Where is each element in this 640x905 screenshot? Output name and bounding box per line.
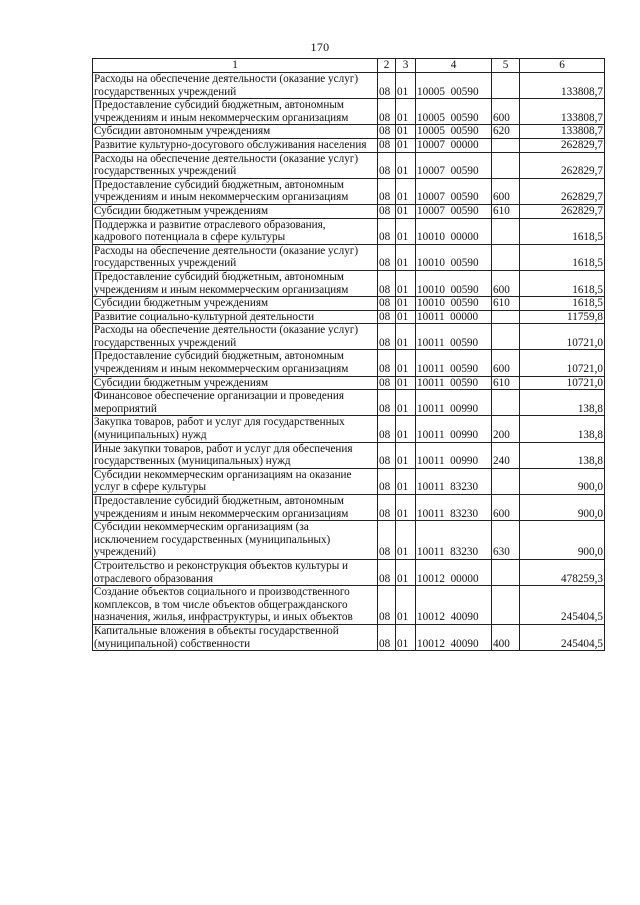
row-target-code: 10011 00590 [416, 350, 492, 376]
row-amount: 133808,7 [520, 125, 605, 139]
row-section: 08 [378, 310, 396, 324]
row-subsection: 01 [396, 138, 416, 152]
table-row [93, 310, 605, 324]
row-expense-type: 240 [492, 442, 520, 468]
row-name: Субсидии бюджетным учреждениям [93, 204, 378, 218]
row-subsection: 01 [396, 521, 416, 560]
row-expense-type: 630 [492, 521, 520, 560]
row-amount: 900,0 [520, 495, 605, 521]
row-subsection: 01 [396, 324, 416, 350]
row-section: 08 [378, 442, 396, 468]
row-name: Предоставление субсидий бюджетным, автономным учреждениям и иным некоммерческим организациям [93, 99, 378, 125]
row-expense-type [492, 559, 520, 585]
row-amount: 10721,0 [520, 324, 605, 350]
row-subsection: 01 [396, 559, 416, 585]
row-expense-type: 200 [492, 416, 520, 442]
row-name: Субсидии автономным учреждениям [93, 125, 378, 139]
table-row [93, 178, 605, 204]
row-amount: 262829,7 [520, 138, 605, 152]
row-target-code: 10011 00990 [416, 416, 492, 442]
table-row [93, 152, 605, 178]
table-row [93, 350, 605, 376]
row-amount: 133808,7 [520, 73, 605, 99]
row-subsection: 01 [396, 624, 416, 650]
row-name: Расходы на обеспечение деятельности (оказание услуг) государственных учреждений [93, 73, 378, 99]
row-name: Субсидии бюджетным учреждениям [93, 297, 378, 311]
table-row [93, 138, 605, 152]
row-amount: 1618,5 [520, 297, 605, 311]
row-amount: 478259,3 [520, 559, 605, 585]
column-header-target-code: 4 [416, 59, 492, 73]
row-amount: 1618,5 [520, 270, 605, 296]
row-expense-type [492, 324, 520, 350]
row-expense-type [492, 152, 520, 178]
row-amount: 1618,5 [520, 218, 605, 244]
row-subsection: 01 [396, 152, 416, 178]
row-amount: 900,0 [520, 521, 605, 560]
row-target-code: 10005 00590 [416, 99, 492, 125]
row-expense-type [492, 390, 520, 416]
table-row [93, 204, 605, 218]
table-row [93, 495, 605, 521]
row-section: 08 [378, 204, 396, 218]
column-header-name: 1 [93, 59, 378, 73]
row-expense-type: 610 [492, 376, 520, 390]
row-target-code: 10012 40090 [416, 624, 492, 650]
row-amount: 245404,5 [520, 586, 605, 625]
row-name: Закупка товаров, работ и услуг для государственных (муниципальных) нужд [93, 416, 378, 442]
table-row [93, 416, 605, 442]
row-name: Субсидии бюджетным учреждениям [93, 376, 378, 390]
row-section: 08 [378, 178, 396, 204]
table-row [93, 270, 605, 296]
row-name: Финансовое обеспечение организации и проведения мероприятий [93, 390, 378, 416]
row-target-code: 10010 00000 [416, 218, 492, 244]
table-row [93, 297, 605, 311]
row-amount: 138,8 [520, 416, 605, 442]
table-row [93, 559, 605, 585]
row-target-code: 10005 00590 [416, 125, 492, 139]
row-section: 08 [378, 324, 396, 350]
row-target-code: 10007 00590 [416, 178, 492, 204]
table-row [93, 390, 605, 416]
row-subsection: 01 [396, 297, 416, 311]
row-expense-type: 400 [492, 624, 520, 650]
row-target-code: 10011 83230 [416, 468, 492, 494]
row-section: 08 [378, 559, 396, 585]
row-target-code: 10010 00590 [416, 270, 492, 296]
row-target-code: 10011 83230 [416, 495, 492, 521]
row-expense-type: 600 [492, 350, 520, 376]
row-section: 08 [378, 152, 396, 178]
row-subsection: 01 [396, 73, 416, 99]
row-target-code: 10011 00000 [416, 310, 492, 324]
row-expense-type: 610 [492, 204, 520, 218]
row-section: 08 [378, 376, 396, 390]
row-expense-type [492, 586, 520, 625]
row-name: Создание объектов социального и производственного комплексов, в том числе объектов общегражданского назначения, жилья, инфраструктуры, и иных объектов [93, 586, 378, 625]
row-section: 08 [378, 586, 396, 625]
row-subsection: 01 [396, 310, 416, 324]
page-number: 170 [310, 40, 330, 54]
row-subsection: 01 [396, 244, 416, 270]
row-subsection: 01 [396, 376, 416, 390]
row-section: 08 [378, 244, 396, 270]
row-name: Субсидии некоммерческим организациям (за исключением государственных (муниципальных) учреждений) [93, 521, 378, 560]
row-amount: 262829,7 [520, 178, 605, 204]
row-name: Субсидии некоммерческим организациям на оказание услуг в сфере культуры [93, 468, 378, 494]
row-section: 08 [378, 350, 396, 376]
column-header-subsection: 3 [396, 59, 416, 73]
table-row [93, 521, 605, 560]
row-name: Расходы на обеспечение деятельности (оказание услуг) государственных учреждений [93, 244, 378, 270]
row-amount: 138,8 [520, 442, 605, 468]
row-section: 08 [378, 73, 396, 99]
row-name: Развитие социально-культурной деятельности [93, 310, 378, 324]
row-amount: 10721,0 [520, 376, 605, 390]
row-name: Предоставление субсидий бюджетным, автономным учреждениям и иным некоммерческим организациям [93, 270, 378, 296]
row-expense-type [492, 218, 520, 244]
row-section: 08 [378, 297, 396, 311]
column-header-amount: 6 [520, 59, 605, 73]
row-amount: 11759,8 [520, 310, 605, 324]
row-name: Расходы на обеспечение деятельности (оказание услуг) государственных учреждений [93, 324, 378, 350]
row-expense-type: 610 [492, 297, 520, 311]
row-expense-type [492, 138, 520, 152]
row-amount: 138,8 [520, 390, 605, 416]
row-amount: 900,0 [520, 468, 605, 494]
row-name: Предоставление субсидий бюджетным, автономным учреждениям и иным некоммерческим организациям [93, 350, 378, 376]
row-section: 08 [378, 521, 396, 560]
row-amount: 1618,5 [520, 244, 605, 270]
table-row [93, 125, 605, 139]
row-subsection: 01 [396, 495, 416, 521]
row-amount: 245404,5 [520, 624, 605, 650]
budget-table [92, 58, 605, 651]
row-expense-type: 600 [492, 178, 520, 204]
row-target-code: 10012 40090 [416, 586, 492, 625]
row-name: Предоставление субсидий бюджетным, автономным учреждениям и иным некоммерческим организациям [93, 178, 378, 204]
column-header-expense-type: 5 [492, 59, 520, 73]
row-target-code: 10007 00590 [416, 204, 492, 218]
row-subsection: 01 [396, 390, 416, 416]
column-header-section: 2 [378, 59, 396, 73]
row-target-code: 10011 00990 [416, 442, 492, 468]
row-subsection: 01 [396, 270, 416, 296]
row-expense-type [492, 244, 520, 270]
row-amount: 262829,7 [520, 152, 605, 178]
row-target-code: 10007 00000 [416, 138, 492, 152]
table-row [93, 324, 605, 350]
row-name: Развитие культурно-досугового обслуживания населения [93, 138, 378, 152]
row-section: 08 [378, 138, 396, 152]
table-header-row [93, 59, 605, 73]
row-subsection: 01 [396, 416, 416, 442]
row-name: Предоставление субсидий бюджетным, автономным учреждениям и иным некоммерческим организациям [93, 495, 378, 521]
row-section: 08 [378, 468, 396, 494]
row-section: 08 [378, 218, 396, 244]
row-section: 08 [378, 99, 396, 125]
table-row [93, 624, 605, 650]
row-subsection: 01 [396, 442, 416, 468]
row-section: 08 [378, 390, 396, 416]
row-name: Капитальные вложения в объекты государственной (муниципальной) собственности [93, 624, 378, 650]
row-target-code: 10012 00000 [416, 559, 492, 585]
row-target-code: 10005 00590 [416, 73, 492, 99]
row-name: Иные закупки товаров, работ и услуг для обеспечения государственных (муниципальных) нужд [93, 442, 378, 468]
row-expense-type [492, 468, 520, 494]
row-target-code: 10010 00590 [416, 297, 492, 311]
row-section: 08 [378, 270, 396, 296]
table-row [93, 376, 605, 390]
row-section: 08 [378, 416, 396, 442]
table-row [93, 73, 605, 99]
table-row [93, 244, 605, 270]
row-amount: 262829,7 [520, 204, 605, 218]
row-name: Поддержка и развитие отраслевого образования, кадрового потенциала в сфере культуры [93, 218, 378, 244]
row-target-code: 10011 00990 [416, 390, 492, 416]
row-amount: 133808,7 [520, 99, 605, 125]
row-amount: 10721,0 [520, 350, 605, 376]
row-subsection: 01 [396, 204, 416, 218]
row-name: Строительство и реконструкция объектов культуры и отраслевого образования [93, 559, 378, 585]
row-section: 08 [378, 125, 396, 139]
table-row [93, 468, 605, 494]
row-subsection: 01 [396, 218, 416, 244]
row-target-code: 10007 00590 [416, 152, 492, 178]
row-subsection: 01 [396, 178, 416, 204]
row-target-code: 10010 00590 [416, 244, 492, 270]
row-section: 08 [378, 624, 396, 650]
row-expense-type [492, 310, 520, 324]
row-subsection: 01 [396, 468, 416, 494]
row-expense-type: 600 [492, 270, 520, 296]
row-target-code: 10011 00590 [416, 324, 492, 350]
row-expense-type: 620 [492, 125, 520, 139]
row-name: Расходы на обеспечение деятельности (оказание услуг) государственных учреждений [93, 152, 378, 178]
row-target-code: 10011 00590 [416, 376, 492, 390]
row-expense-type [492, 73, 520, 99]
table-row [93, 218, 605, 244]
table-row [93, 99, 605, 125]
row-subsection: 01 [396, 350, 416, 376]
row-expense-type: 600 [492, 99, 520, 125]
table-row [93, 442, 605, 468]
row-expense-type: 600 [492, 495, 520, 521]
table-row [93, 586, 605, 625]
row-subsection: 01 [396, 125, 416, 139]
row-target-code: 10011 83230 [416, 521, 492, 560]
row-subsection: 01 [396, 586, 416, 625]
row-section: 08 [378, 495, 396, 521]
row-subsection: 01 [396, 99, 416, 125]
